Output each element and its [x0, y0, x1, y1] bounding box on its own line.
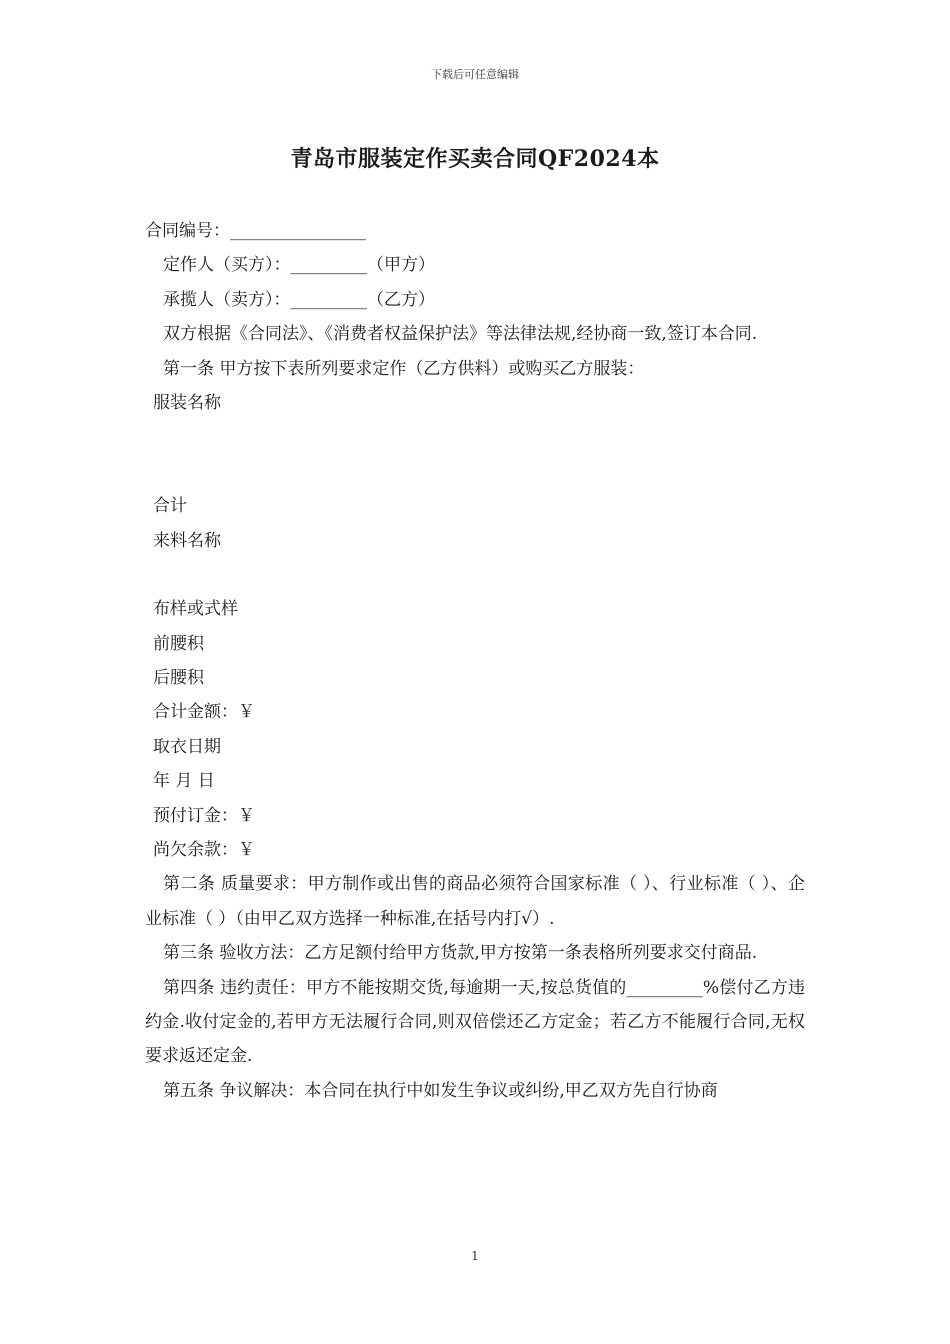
header-note: 下载后可任意编辑 — [431, 68, 519, 81]
deposit-label: 预付订金：￥ — [153, 805, 255, 826]
total-amount-label: 合计金额：￥ — [153, 702, 255, 723]
pickup-date-label: 取衣日期 — [153, 736, 221, 757]
contract-number-line: 合同编号：________________ — [145, 221, 366, 241]
page-number: 1 — [471, 1249, 479, 1263]
date-format-label: 年 月 日 — [153, 771, 215, 792]
balance-label: 尚欠余款：￥ — [153, 840, 255, 861]
contract-body — [145, 214, 805, 1108]
article-2: 第二条 质量要求：甲方制作或出售的商品必须符合国家标准（ ）、行业标准（ ）、企业标准（ ）（由甲乙双方选择一种标准,在括号内打√）. — [145, 874, 805, 929]
buyer-line: 定作人（买方）：_________（甲方） — [163, 255, 435, 276]
total-label: 合计 — [153, 496, 187, 517]
blank-line — [145, 558, 805, 592]
article-3: 第三条 验收方法：乙方足额付给甲方货款,甲方按第一条表格所列要求交付商品. — [163, 943, 758, 964]
front-waist-label: 前腰积 — [153, 633, 204, 654]
intro-paragraph: 双方根据《合同法》、《消费者权益保护法》等法律法规,经协商一致,签订本合同. — [163, 324, 758, 345]
garment-name-label: 服装名称 — [153, 392, 221, 413]
blank-line — [145, 420, 805, 454]
article-4: 第四条 违约责任：甲方不能按期交货,每逾期一天,按总货值的_________%偿付乙方违约金.收付定金的,若甲方无法履行合同,则双倍偿还乙方定金；若乙方不能履行合同,无权要求返还定金. — [145, 977, 805, 1067]
back-waist-label: 后腰积 — [153, 668, 204, 689]
seller-line: 承揽人（卖方）：_________（乙方） — [163, 289, 435, 310]
article-5: 第五条 争议解决：本合同在执行中如发生争议或纠纷,甲乙双方先自行协商 — [163, 1080, 718, 1101]
article-1: 第一条 甲方按下表所列要求定作（乙方供料）或购买乙方服装： — [163, 358, 645, 379]
blank-line — [145, 455, 805, 489]
material-name-label: 来料名称 — [153, 530, 221, 551]
sample-label: 布样或式样 — [153, 599, 238, 620]
document-title: 青岛市服装定作买卖合同QF2024本 — [290, 146, 660, 172]
